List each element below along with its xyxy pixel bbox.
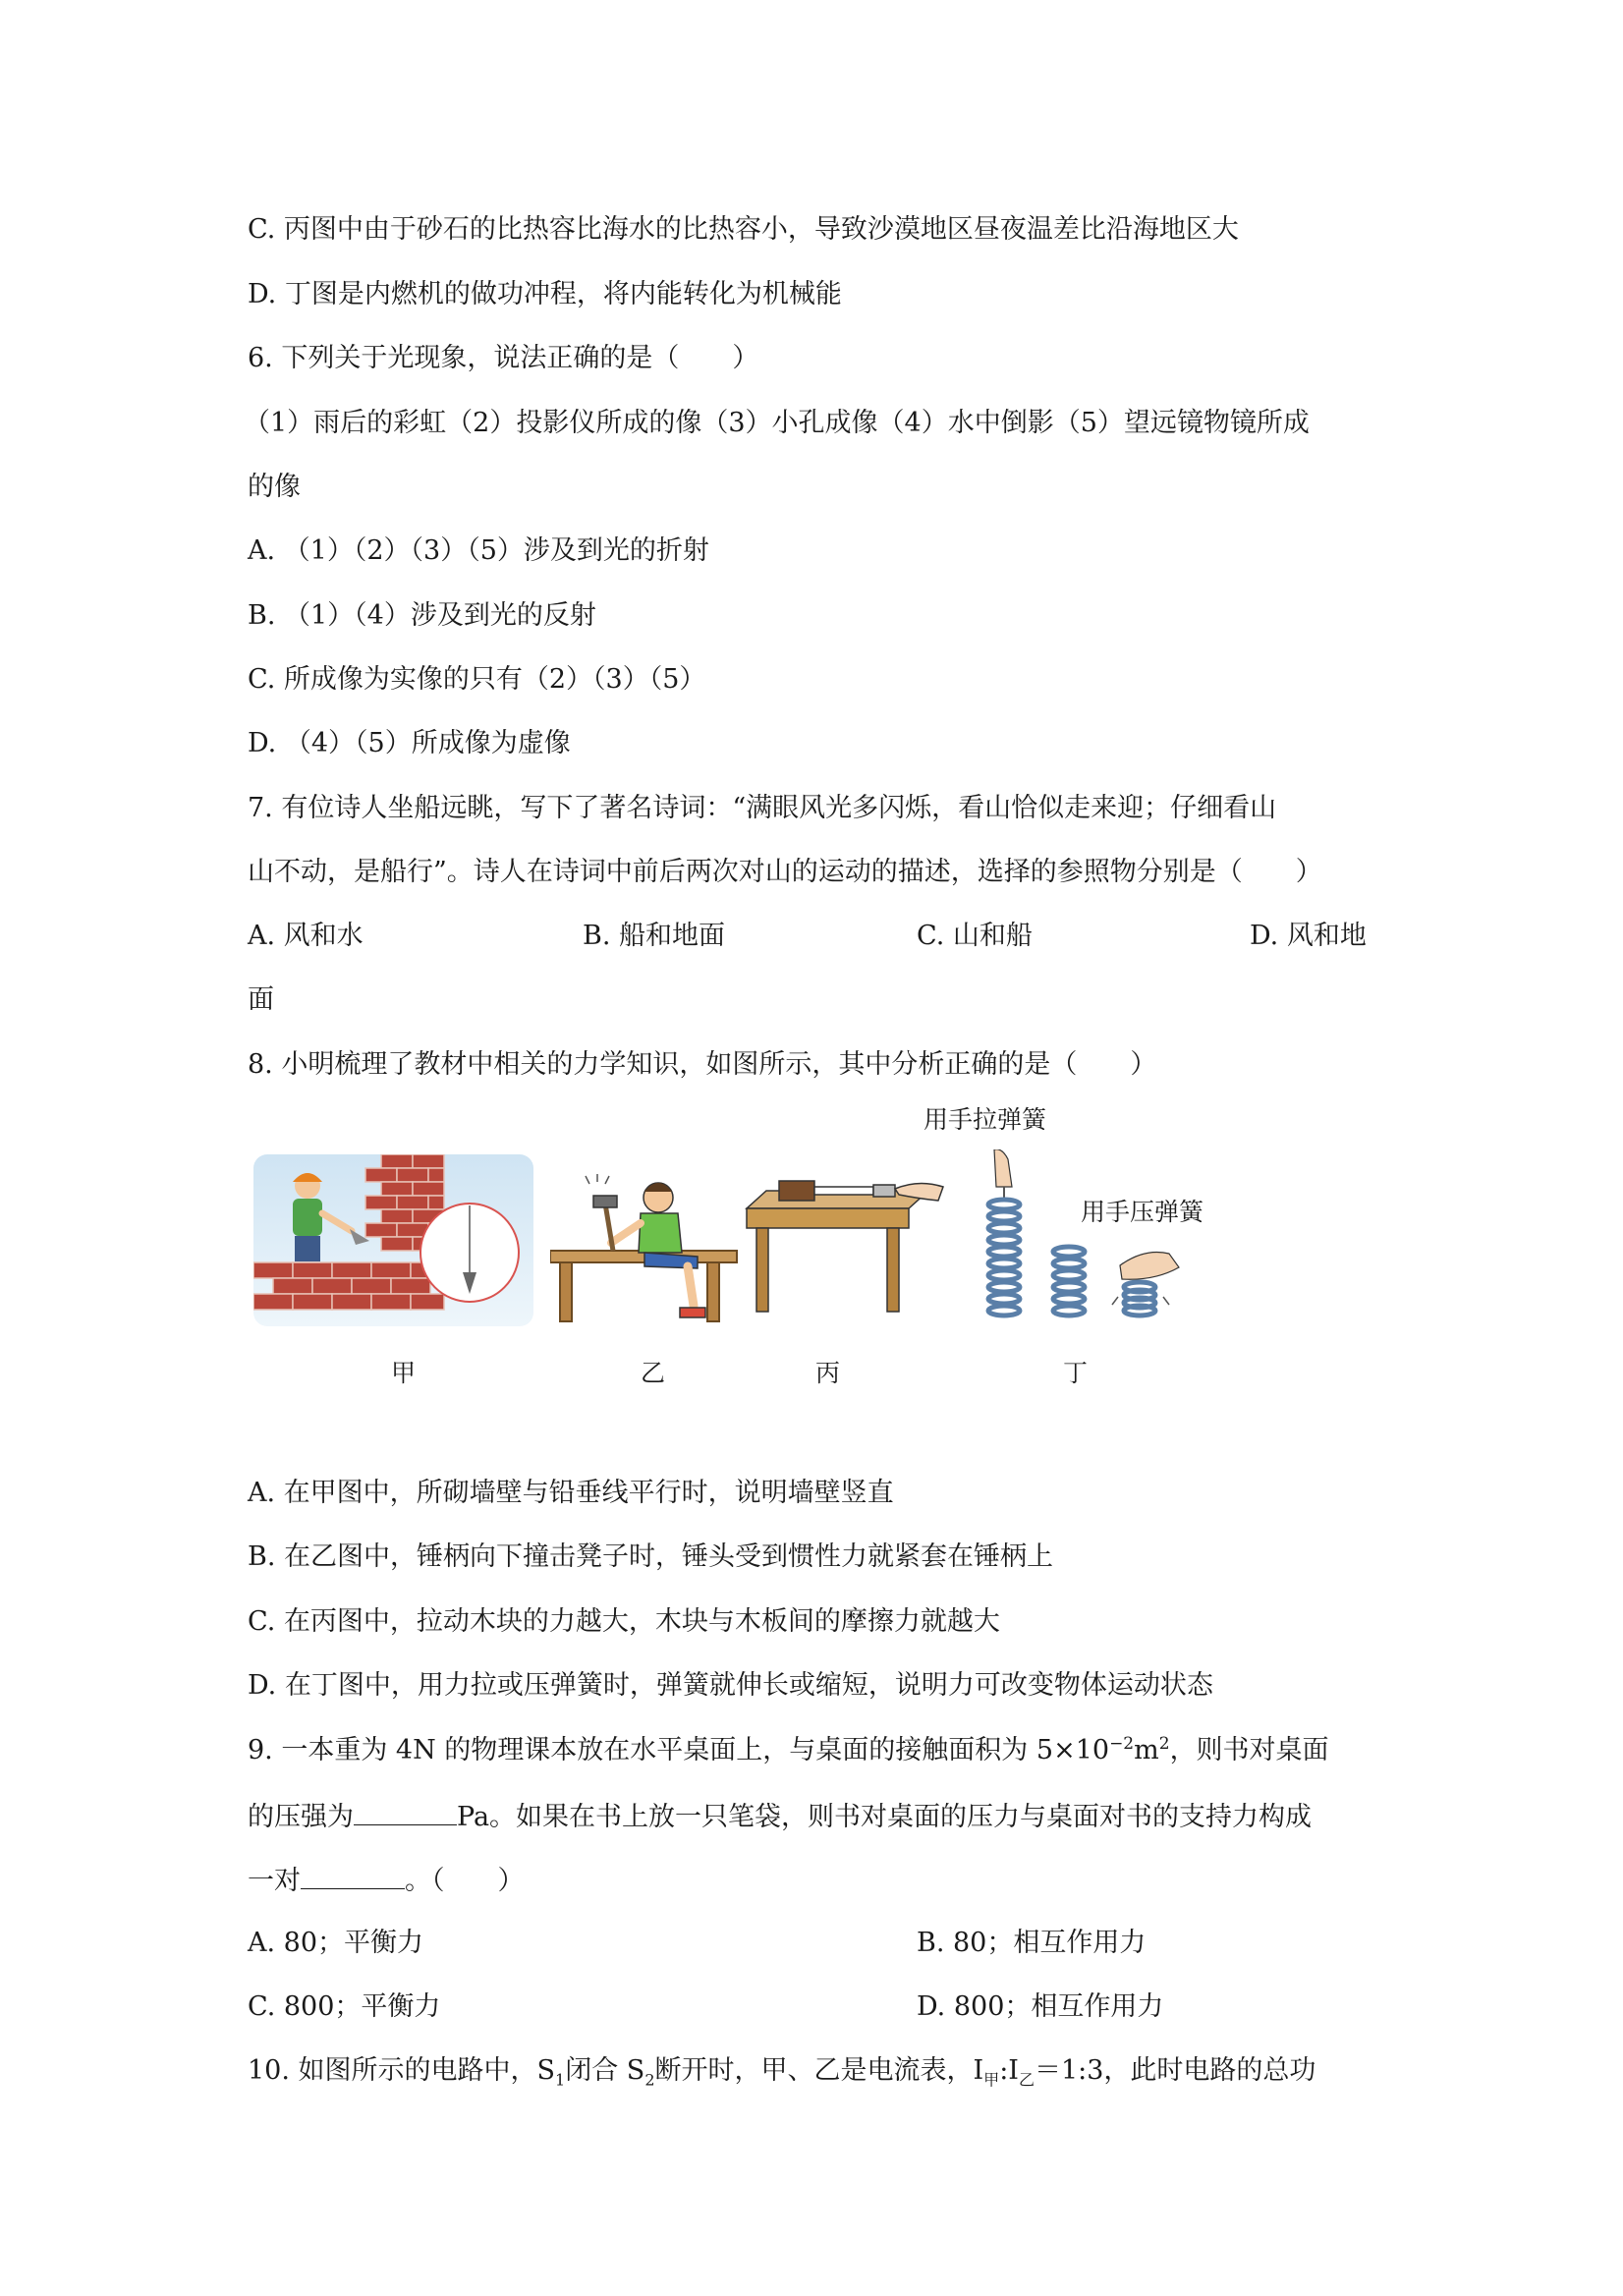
q10-sub-jia: 甲 <box>983 2070 1000 2090</box>
q9-option-d: D. 800；相互作用力 <box>917 1991 1164 2022</box>
q9-line3-head: 一对 <box>248 1866 301 1896</box>
q8-option-b: B. 在乙图中，锤柄向下撞击凳子时，锤头受到惯性力就紧套在锤柄上 <box>248 1541 1054 1572</box>
q7-option-b: B. 船和地面 <box>583 921 726 951</box>
q6-option-b: B. （1）（4）涉及到光的反射 <box>248 600 596 631</box>
q10-text-4: :I <box>999 2055 1019 2086</box>
q9-unit-m: m <box>1134 1735 1159 1765</box>
q6-items-line1: （1）雨后的彩虹（2）投影仪所成的像（3）小孔成像（4）水中倒影（5）望远镜物镜所成 <box>244 408 1310 438</box>
label-pull-spring: 用手拉弹簧 <box>923 1105 1047 1134</box>
q7-stem-line1: 7. 有位诗人坐船远眺，写下了著名诗词：“满眼风光多闪烁，看山恰似走来迎；仔细看山 <box>248 793 1277 823</box>
label-press-spring: 用手压弹簧 <box>1081 1198 1204 1226</box>
q10-sub-2: 2 <box>644 2070 655 2090</box>
figure-bing-friction <box>742 1179 953 1316</box>
q10-text-1: 10. 如图所示的电路中，S <box>248 2055 556 2086</box>
q7-option-d-wrap: 面 <box>248 984 274 1015</box>
q6-option-a: A. （1）（2）（3）（5）涉及到光的折射 <box>248 535 709 566</box>
q9-blank-force-pair <box>301 1859 405 1889</box>
q10-text-5: ＝1:3，此时电路的总功 <box>1034 2055 1316 2086</box>
caption-jia: 甲 <box>391 1359 417 1387</box>
figure-jia-plumb-line <box>253 1154 533 1326</box>
q7-option-c: C. 山和船 <box>917 921 1033 951</box>
caption-ding: 丁 <box>1063 1359 1089 1387</box>
q10-sub-1: 1 <box>555 2070 566 2090</box>
q9-line1 <box>248 1731 1329 1773</box>
q10-stem <box>248 2051 1315 2091</box>
q10-text-3: 断开时，甲、乙是电流表，I <box>654 2055 984 2086</box>
q7-stem-line2: 山不动，是船行”。诗人在诗词中前后两次对山的运动的描述，选择的参照物分别是（ ） <box>248 857 1322 887</box>
q8-option-d: D. 在丁图中，用力拉或压弹簧时，弹簧就伸长或缩短，说明力可改变物体运动状态 <box>248 1670 1213 1701</box>
q7-option-d: D. 风和地 <box>1250 921 1367 951</box>
q6-items-line2: 的像 <box>248 472 301 502</box>
q9-line3-tail: 。（ ） <box>405 1866 525 1896</box>
q9-exponent: −2 <box>1109 1734 1135 1754</box>
caption-bing: 丙 <box>815 1359 841 1387</box>
q8-option-a: A. 在甲图中，所砌墙壁与铅垂线平行时，说明墙壁竖直 <box>248 1478 894 1508</box>
q6-option-d: D. （4）（5）所成像为虚像 <box>248 728 571 758</box>
q9-line3 <box>248 1859 525 1901</box>
figure-yi-hammer <box>550 1174 742 1326</box>
q9-line2-tail: Pa。如果在书上放一只笔袋，则书对桌面的压力与桌面对书的支持力构成 <box>457 1802 1313 1832</box>
figure-ding-springs <box>973 1149 1199 1326</box>
q9-line1-tail: ，则书对桌面 <box>1169 1735 1329 1765</box>
q9-unit-square: 2 <box>1158 1734 1170 1754</box>
q5-option-c: C. 丙图中由于砂石的比热容比海水的比热容小，导致沙漠地区昼夜温差比沿海地区大 <box>248 214 1239 245</box>
q6-option-c: C. 所成像为实像的只有（2）（3）（5） <box>248 664 706 695</box>
q9-line2 <box>248 1795 1312 1837</box>
q9-option-a: A. 80；平衡力 <box>248 1928 424 1958</box>
q9-option-b: B. 80；相互作用力 <box>917 1928 1147 1958</box>
q8-option-c: C. 在丙图中，拉动木块的力越大，木块与木板间的摩擦力就越大 <box>248 1606 1000 1637</box>
q9-option-c: C. 800；平衡力 <box>248 1991 441 2022</box>
q10-sub-yi: 乙 <box>1018 2070 1035 2090</box>
q9-line1-text: 9. 一本重为 4N 的物理课本放在水平桌面上，与桌面的接触面积为 5×10 <box>248 1735 1110 1765</box>
q6-stem: 6. 下列关于光现象，说法正确的是（ ） <box>248 343 759 373</box>
q10-text-2: 闭合 S <box>565 2055 645 2086</box>
q7-option-a: A. 风和水 <box>248 921 364 951</box>
caption-yi: 乙 <box>641 1359 666 1387</box>
q8-stem: 8. 小明梳理了教材中相关的力学知识，如图所示，其中分析正确的是（ ） <box>248 1049 1157 1080</box>
q9-blank-pressure <box>354 1795 457 1825</box>
q5-option-d: D. 丁图是内燃机的做功冲程，将内能转化为机械能 <box>248 279 842 309</box>
q9-line2-head: 的压强为 <box>248 1802 354 1832</box>
